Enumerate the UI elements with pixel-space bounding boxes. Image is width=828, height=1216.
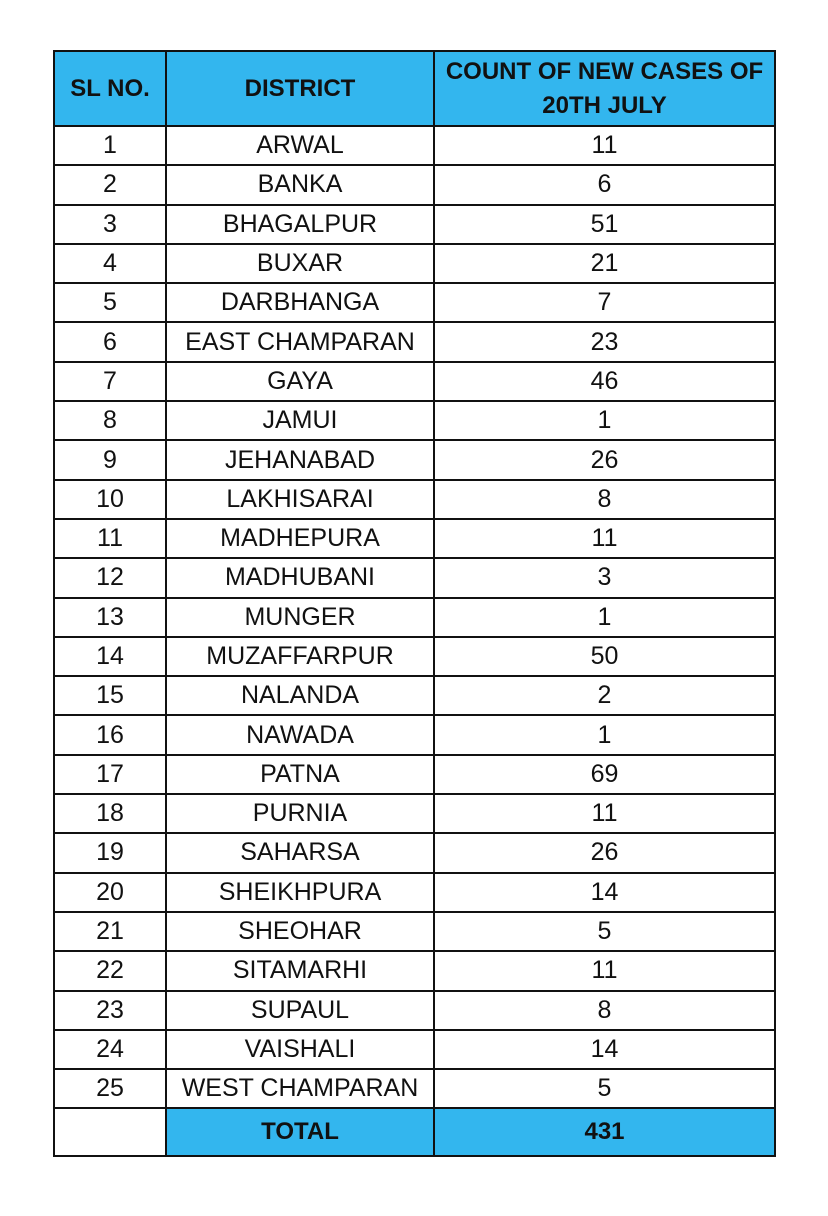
cell-count: 8: [434, 991, 775, 1030]
cell-sl-no: 9: [54, 440, 166, 479]
cell-count: 69: [434, 755, 775, 794]
cell-count: 23: [434, 322, 775, 361]
cell-district: ARWAL: [166, 126, 434, 165]
cell-sl-no: 11: [54, 519, 166, 558]
cell-district: MUZAFFARPUR: [166, 637, 434, 676]
district-cases-table: [53, 50, 776, 1157]
table-header: [54, 51, 775, 126]
table-row: [54, 440, 775, 479]
cell-count: 14: [434, 1030, 775, 1069]
table-row: [54, 1069, 775, 1108]
cell-district: SAHARSA: [166, 833, 434, 872]
table-row: [54, 519, 775, 558]
cell-district: JEHANABAD: [166, 440, 434, 479]
cell-count: 26: [434, 440, 775, 479]
table-row: [54, 401, 775, 440]
cell-count: 3: [434, 558, 775, 597]
cell-sl-no: 18: [54, 794, 166, 833]
cell-sl-no: 23: [54, 991, 166, 1030]
table-row: [54, 558, 775, 597]
cell-count: 11: [434, 794, 775, 833]
cell-district: NAWADA: [166, 715, 434, 754]
cell-district: EAST CHAMPARAN: [166, 322, 434, 361]
table-row: [54, 676, 775, 715]
cell-sl-no: 16: [54, 715, 166, 754]
cell-district: NALANDA: [166, 676, 434, 715]
cell-district: VAISHALI: [166, 1030, 434, 1069]
cell-district: WEST CHAMPARAN: [166, 1069, 434, 1108]
table-row: [54, 1030, 775, 1069]
cell-count: 11: [434, 951, 775, 990]
table-row: [54, 480, 775, 519]
cell-sl-no: 13: [54, 598, 166, 637]
cell-district: MADHEPURA: [166, 519, 434, 558]
cell-count: 8: [434, 480, 775, 519]
cell-district: PATNA: [166, 755, 434, 794]
table-row: [54, 205, 775, 244]
table-row: [54, 322, 775, 361]
table-body: [54, 126, 775, 1108]
cell-sl-no: 1: [54, 126, 166, 165]
cell-district: BUXAR: [166, 244, 434, 283]
table-row: [54, 794, 775, 833]
cell-sl-no: 21: [54, 912, 166, 951]
cell-district: SHEIKHPURA: [166, 873, 434, 912]
cell-count: 5: [434, 1069, 775, 1108]
cell-count: 11: [434, 519, 775, 558]
table-row: [54, 873, 775, 912]
cell-district: DARBHANGA: [166, 283, 434, 322]
cell-sl-no: 6: [54, 322, 166, 361]
cell-count: 5: [434, 912, 775, 951]
cell-district: SHEOHAR: [166, 912, 434, 951]
table-row: [54, 283, 775, 322]
cell-count: 50: [434, 637, 775, 676]
table-row: [54, 165, 775, 204]
table-row: [54, 951, 775, 990]
cell-sl-no: 8: [54, 401, 166, 440]
cell-sl-no: 4: [54, 244, 166, 283]
cell-sl-no: 12: [54, 558, 166, 597]
header-row: [54, 51, 775, 126]
header-district: DISTRICT: [166, 51, 434, 126]
cell-count: 1: [434, 598, 775, 637]
cell-district: MUNGER: [166, 598, 434, 637]
table-row: [54, 598, 775, 637]
cell-count: 11: [434, 126, 775, 165]
cell-sl-no: 25: [54, 1069, 166, 1108]
cell-sl-no: 20: [54, 873, 166, 912]
cell-district: BHAGALPUR: [166, 205, 434, 244]
cell-sl-no: 19: [54, 833, 166, 872]
cell-count: 51: [434, 205, 775, 244]
cell-count: 7: [434, 283, 775, 322]
table-footer: [54, 1108, 775, 1156]
cell-district: GAYA: [166, 362, 434, 401]
cell-district: SITAMARHI: [166, 951, 434, 990]
cell-count: 14: [434, 873, 775, 912]
cell-sl-no: 15: [54, 676, 166, 715]
cell-district: BANKA: [166, 165, 434, 204]
header-sl-no: SL NO.: [54, 51, 166, 126]
cell-district: MADHUBANI: [166, 558, 434, 597]
cell-sl-no: 5: [54, 283, 166, 322]
table-row: [54, 362, 775, 401]
cases-table-container: [53, 50, 774, 1157]
cell-count: 6: [434, 165, 775, 204]
cell-count: 46: [434, 362, 775, 401]
table-row: [54, 833, 775, 872]
table-row: [54, 991, 775, 1030]
cell-count: 26: [434, 833, 775, 872]
table-row: [54, 755, 775, 794]
cell-sl-no: 24: [54, 1030, 166, 1069]
cell-sl-no: 22: [54, 951, 166, 990]
total-row: [54, 1108, 775, 1156]
header-count: COUNT OF NEW CASES OF 20TH JULY: [434, 51, 775, 126]
cell-count: 21: [434, 244, 775, 283]
table-row: [54, 637, 775, 676]
cell-sl-no: 14: [54, 637, 166, 676]
total-value: 431: [434, 1108, 775, 1156]
table-row: [54, 912, 775, 951]
cell-sl-no: 7: [54, 362, 166, 401]
cell-sl-no: 17: [54, 755, 166, 794]
cell-district: PURNIA: [166, 794, 434, 833]
total-label: TOTAL: [166, 1108, 434, 1156]
cell-district: SUPAUL: [166, 991, 434, 1030]
table-row: [54, 244, 775, 283]
cell-sl-no: 10: [54, 480, 166, 519]
cell-count: 1: [434, 401, 775, 440]
cell-sl-no: 2: [54, 165, 166, 204]
cell-count: 1: [434, 715, 775, 754]
cell-district: LAKHISARAI: [166, 480, 434, 519]
table-row: [54, 715, 775, 754]
cell-count: 2: [434, 676, 775, 715]
cell-sl-no: 3: [54, 205, 166, 244]
table-row: [54, 126, 775, 165]
total-blank-cell: [54, 1108, 166, 1156]
cell-district: JAMUI: [166, 401, 434, 440]
